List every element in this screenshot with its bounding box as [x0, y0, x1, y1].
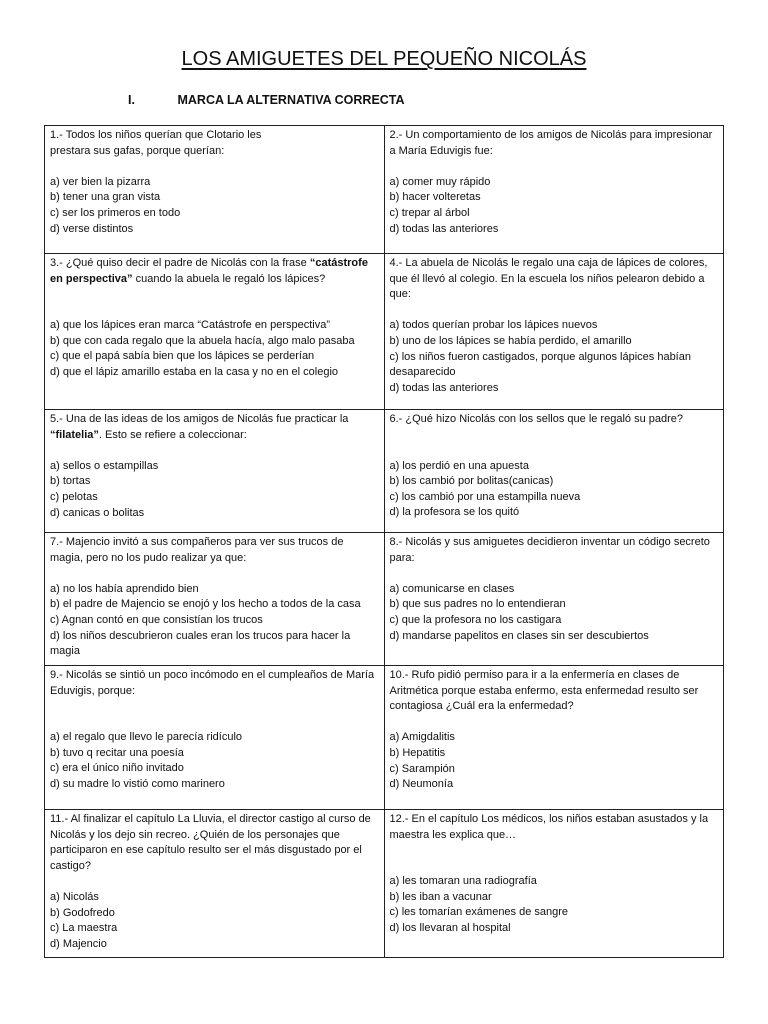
question-cell-8 — [384, 533, 724, 666]
question-text: 7.- Majencio invitó a sus compañeros para ver sus trucos de magia, pero no los pudo realizar ya que: — [50, 536, 344, 564]
option-a[interactable]: a) comunicarse en clases — [389, 582, 515, 595]
option-c[interactable]: c) pelotas — [50, 490, 98, 503]
option-b[interactable]: b) Hepatitis — [389, 746, 446, 759]
option-d[interactable]: d) Majencio — [50, 937, 107, 950]
option-d[interactable]: d) todas las anteriores — [389, 381, 499, 394]
option-a[interactable]: a) los perdió en una apuesta — [389, 459, 529, 472]
option-b[interactable]: b) que con cada regalo que la abuela hacía, algo malo pasaba — [50, 334, 355, 347]
question-cell-10 — [384, 666, 724, 810]
option-c[interactable]: c) era el único niño invitado — [50, 762, 184, 775]
option-b[interactable]: b) los cambió por bolitas(canicas) — [389, 475, 554, 488]
question-text: 4.- La abuela de Nicolás le regalo una caja de lápices de colores, que él llevó al colegio. En la escuela los niños pelearon debido a que: — [389, 257, 708, 301]
option-b[interactable]: b) tuvo q recitar una poesía — [50, 746, 184, 759]
option-b[interactable]: b) tortas — [50, 475, 91, 488]
section-heading — [128, 93, 405, 107]
option-d[interactable]: d) canicas o bolitas — [50, 506, 145, 519]
option-b[interactable]: b) el padre de Majencio se enojó y los hecho a todos de la casa — [50, 598, 361, 611]
option-a[interactable]: a) comer muy rápido — [389, 175, 491, 188]
option-a[interactable]: a) les tomaran una radiografía — [389, 875, 537, 888]
section-number: I. — [128, 93, 135, 107]
option-b[interactable]: b) que sus padres no lo entendieran — [389, 598, 566, 611]
question-text: 1.- Todos los niños querían que Clotario les prestara sus gafas, porque querían: — [50, 129, 262, 157]
option-b[interactable]: b) Godofredo — [50, 906, 115, 919]
question-cell-11 — [45, 810, 385, 958]
question-text: 3.- ¿Qué quiso decir el padre de Nicolás con la frase “catástrofe en perspectiva” cuando la abuela le regaló los lápices? — [50, 257, 368, 285]
question-cell-6 — [384, 410, 724, 533]
option-d[interactable]: d) Neumonía — [389, 778, 454, 791]
option-d[interactable]: d) su madre lo vistió como marinero — [50, 777, 225, 790]
option-b[interactable]: b) les iban a vacunar — [389, 890, 492, 903]
option-a[interactable]: a) que los lápices eran marca “Catástrofe en perspectiva” — [50, 319, 331, 332]
question-cell-3 — [45, 254, 385, 410]
option-b[interactable]: b) tener una gran vista — [50, 191, 161, 204]
option-a[interactable]: a) Nicolás — [50, 890, 99, 903]
question-cell-4 — [384, 254, 724, 410]
option-a[interactable]: a) el regalo que llevo le parecía ridículo — [50, 731, 243, 744]
option-c[interactable]: c) trepar al árbol — [389, 206, 470, 219]
option-d[interactable]: d) que el lápiz amarillo estaba en la casa y no en el colegio — [50, 365, 339, 378]
option-a[interactable]: a) todos querían probar los lápices nuevos — [389, 319, 598, 332]
question-cell-9 — [45, 666, 385, 810]
option-c[interactable]: c) Agnan contó en que consistían los trucos — [50, 613, 263, 626]
question-text: 12.- En el capítulo Los médicos, los niños estaban asustados y la maestra les explica que… — [389, 813, 709, 841]
page-title: LOS AMIGUETES DEL PEQUEÑO NICOLÁS — [181, 48, 587, 70]
option-a[interactable]: a) no los había aprendido bien — [50, 582, 199, 595]
option-c[interactable]: c) los cambió por una estampilla nueva — [389, 490, 581, 503]
option-c[interactable]: c) ser los primeros en todo — [50, 206, 181, 219]
question-text: 5.- Una de las ideas de los amigos de Nicolás fue practicar la “filatelia”. Esto se refiere a coleccionar: — [50, 413, 349, 441]
option-a[interactable]: a) Amigdalitis — [389, 731, 455, 744]
option-d[interactable]: d) los niños descubrieron cuales eran los trucos para hacer la magia — [50, 629, 351, 658]
option-d[interactable]: d) verse distintos — [50, 222, 134, 235]
option-d[interactable]: d) mandarse papelitos en clases sin ser descubiertos — [389, 629, 649, 642]
option-c[interactable]: c) que la profesora no los castigara — [389, 613, 562, 626]
question-text: 6.- ¿Qué hizo Nicolás con los sellos que le regaló su padre? — [389, 413, 683, 425]
question-text: 11.- Al finalizar el capítulo La Lluvia, el director castigo al curso de Nicolás y los dejo sin recreo. ¿Quién de los personajes que participaron en ese capítulo resulto ser el más disgustado por el castigo? — [50, 813, 371, 872]
section-label: MARCA LA ALTERNATIVA CORRECTA — [177, 93, 405, 107]
question-text: 8.- Nicolás y sus amiguetes decidieron inventar un código secreto para: — [389, 536, 710, 564]
option-c[interactable]: c) les tomarían exámenes de sangre — [389, 906, 569, 919]
option-a[interactable]: a) ver bien la pizarra — [50, 175, 151, 188]
option-d[interactable]: d) los llevaran al hospital — [389, 921, 511, 934]
option-b[interactable]: b) hacer volteretas — [389, 191, 481, 204]
question-text: 9.- Nicolás se sintió un poco incómodo en el cumpleaños de María Eduvigis, porque: — [50, 669, 375, 697]
option-c[interactable]: c) La maestra — [50, 922, 118, 935]
option-d[interactable]: d) todas las anteriores — [389, 222, 499, 235]
question-text: 10.- Rufo pidió permiso para ir a la enfermería en clases de Aritmética porque estaba enfermo, esta enfermedad resulto ser contagiosa ¿Cuál era la enfermedad? — [389, 669, 699, 713]
option-c[interactable]: c) Sarampión — [389, 762, 455, 775]
question-cell-1 — [45, 126, 385, 254]
option-a[interactable]: a) sellos o estampillas — [50, 459, 159, 472]
option-c[interactable]: c) que el papá sabía bien que los lápices se perderían — [50, 350, 315, 363]
question-cell-7 — [45, 533, 385, 666]
question-cell-2 — [384, 126, 724, 254]
question-text: 2.- Un comportamiento de los amigos de Nicolás para impresionar a María Eduvigis fue: — [389, 129, 713, 157]
question-cell-5 — [45, 410, 385, 533]
question-cell-12 — [384, 810, 724, 958]
option-d[interactable]: d) la profesora se los quitó — [389, 506, 520, 519]
option-b[interactable]: b) uno de los lápices se había perdido, el amarillo — [389, 334, 632, 347]
option-c[interactable]: c) los niños fueron castigados, porque algunos lápices habían desaparecido — [389, 350, 691, 379]
questions-table — [44, 125, 724, 958]
